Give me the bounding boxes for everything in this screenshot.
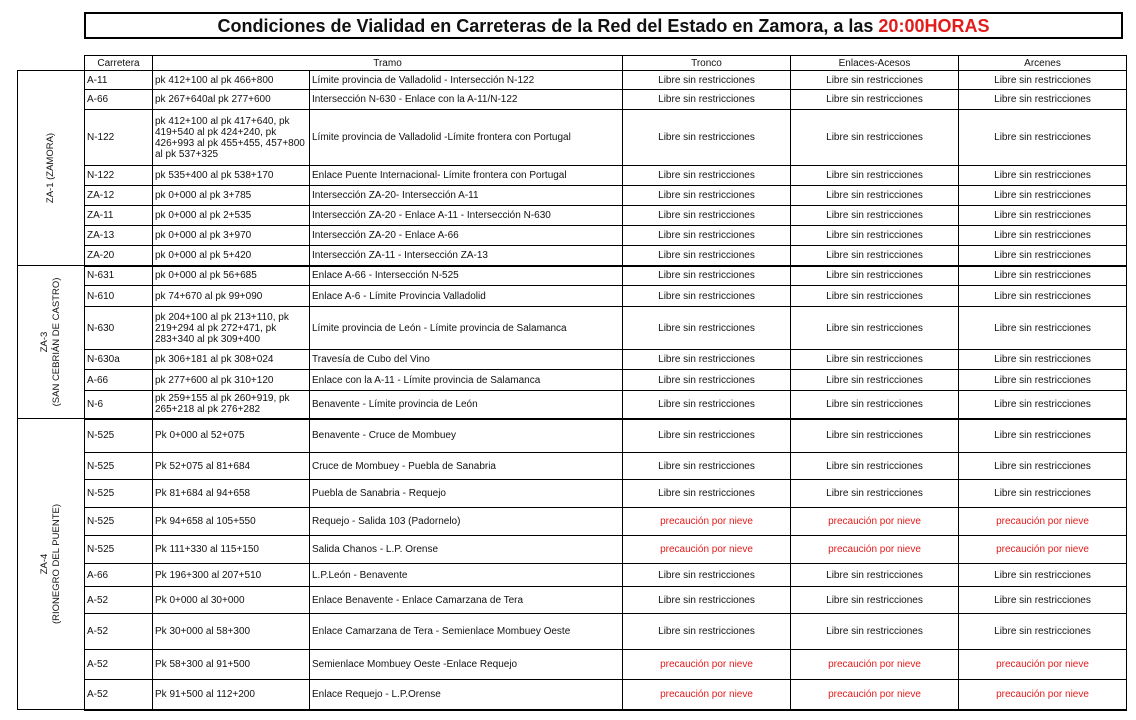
tramo-cell: Requejo - Salida 103 (Padornelo) [310, 508, 623, 536]
carretera-cell: N-630a [85, 350, 153, 370]
tronco-cell: Libre sin restricciones [623, 453, 791, 480]
arcenes-cell: Libre sin restricciones [959, 286, 1127, 307]
table-row [18, 90, 1127, 110]
pk-cell: Pk 81+684 al 94+658 [153, 480, 310, 508]
arcenes-cell: Libre sin restricciones [959, 226, 1127, 246]
tramo-cell: Enlace A-6 - Límite Provincia Valladolid [310, 286, 623, 307]
carretera-cell: A-52 [85, 650, 153, 680]
header-arcenes: Arcenes [959, 56, 1127, 71]
zone-code: ZA-1 (ZAMORA) [45, 132, 56, 204]
road-conditions-table [17, 55, 1127, 711]
table-row [18, 614, 1127, 650]
pk-cell: pk 306+181 al pk 308+024 [153, 350, 310, 370]
table-row [18, 206, 1127, 226]
arcenes-cell: Libre sin restricciones [959, 587, 1127, 614]
tramo-cell: Puebla de Sanabria - Requejo [310, 480, 623, 508]
arcenes-cell: Libre sin restricciones [959, 246, 1127, 266]
enlaces-cell: Libre sin restricciones [791, 307, 959, 350]
arcenes-cell: Libre sin restricciones [959, 453, 1127, 480]
pk-cell: Pk 30+000 al 58+300 [153, 614, 310, 650]
arcenes-cell: Libre sin restricciones [959, 391, 1127, 419]
tramo-cell: Enlace Benavente - Enlace Camarzana de Tera [310, 587, 623, 614]
enlaces-cell: Libre sin restricciones [791, 419, 959, 453]
tronco-cell: Libre sin restricciones [623, 480, 791, 508]
zone-code: ZA-4 [39, 553, 50, 575]
enlaces-cell: Libre sin restricciones [791, 453, 959, 480]
header-tramo: Tramo [153, 56, 623, 71]
tramo-cell: Intersección ZA-20- Intersección A-11 [310, 186, 623, 206]
tramo-cell: Enlace Camarzana de Tera - Semienlace Mombuey Oeste [310, 614, 623, 650]
zone-label-cell [18, 71, 85, 266]
arcenes-cell: precaución por nieve [959, 680, 1127, 710]
tramo-cell: Intersección ZA-20 - Enlace A-11 - Intersección N-630 [310, 206, 623, 226]
arcenes-cell: precaución por nieve [959, 536, 1127, 564]
enlaces-cell: Libre sin restricciones [791, 614, 959, 650]
header-carretera: Carretera [85, 56, 153, 71]
tramo-cell: Enlace Requejo - L.P.Orense [310, 680, 623, 710]
carretera-cell: N-610 [85, 286, 153, 307]
arcenes-cell: Libre sin restricciones [959, 564, 1127, 587]
tronco-cell: Libre sin restricciones [623, 564, 791, 587]
enlaces-cell: Libre sin restricciones [791, 71, 959, 90]
arcenes-cell: Libre sin restricciones [959, 307, 1127, 350]
header-enlaces: Enlaces-Acesos [791, 56, 959, 71]
carretera-cell: N-525 [85, 453, 153, 480]
arcenes-cell: Libre sin restricciones [959, 614, 1127, 650]
enlaces-cell: precaución por nieve [791, 536, 959, 564]
tronco-cell: Libre sin restricciones [623, 587, 791, 614]
pk-cell: Pk 196+300 al 207+510 [153, 564, 310, 587]
pk-cell: pk 412+100 al pk 417+640, pk 419+540 al pk 424+240, pk 426+993 al pk 455+455, 457+800 al pk 537+325 [153, 110, 310, 166]
arcenes-cell: Libre sin restricciones [959, 110, 1127, 166]
pk-cell: pk 74+670 al pk 99+090 [153, 286, 310, 307]
enlaces-cell: Libre sin restricciones [791, 350, 959, 370]
enlaces-cell: Libre sin restricciones [791, 110, 959, 166]
enlaces-cell: Libre sin restricciones [791, 166, 959, 186]
tronco-cell: Libre sin restricciones [623, 391, 791, 419]
carretera-cell: A-66 [85, 370, 153, 391]
enlaces-cell: Libre sin restricciones [791, 480, 959, 508]
arcenes-cell: Libre sin restricciones [959, 90, 1127, 110]
pk-cell: pk 535+400 al pk 538+170 [153, 166, 310, 186]
table-row [18, 391, 1127, 419]
enlaces-cell: precaución por nieve [791, 650, 959, 680]
tronco-cell: Libre sin restricciones [623, 186, 791, 206]
pk-cell: pk 204+100 al pk 213+110, pk 219+294 al pk 272+471, pk 283+340 al pk 309+400 [153, 307, 310, 350]
arcenes-cell: Libre sin restricciones [959, 370, 1127, 391]
tronco-cell: Libre sin restricciones [623, 206, 791, 226]
header-tronco: Tronco [623, 56, 791, 71]
carretera-cell: ZA-20 [85, 246, 153, 266]
tronco-cell: precaución por nieve [623, 650, 791, 680]
page-title [84, 12, 1123, 39]
table-row [18, 650, 1127, 680]
pk-cell: pk 0+000 al pk 2+535 [153, 206, 310, 226]
table-row [18, 350, 1127, 370]
carretera-cell: N-631 [85, 266, 153, 286]
pk-cell: pk 0+000 al pk 3+785 [153, 186, 310, 206]
table-row [18, 453, 1127, 480]
enlaces-cell: Libre sin restricciones [791, 186, 959, 206]
tronco-cell: Libre sin restricciones [623, 246, 791, 266]
table-row [18, 480, 1127, 508]
enlaces-cell: Libre sin restricciones [791, 391, 959, 419]
zone-code: ZA-3 [39, 331, 50, 353]
carretera-cell: N-122 [85, 110, 153, 166]
carretera-cell: N-630 [85, 307, 153, 350]
tramo-cell: Intersección N-630 - Enlace con la A-11/N-122 [310, 90, 623, 110]
table-row [18, 508, 1127, 536]
header-blank [18, 56, 85, 71]
carretera-cell: A-66 [85, 564, 153, 587]
pk-cell: pk 0+000 al pk 5+420 [153, 246, 310, 266]
zone-label [39, 504, 63, 624]
arcenes-cell: Libre sin restricciones [959, 266, 1127, 286]
carretera-cell: A-52 [85, 614, 153, 650]
carretera-cell: N-525 [85, 508, 153, 536]
table-row [18, 370, 1127, 391]
tramo-cell: Límite provincia de Valladolid - Intersección N-122 [310, 71, 623, 90]
tronco-cell: Libre sin restricciones [623, 166, 791, 186]
tramo-cell: Salida Chanos - L.P. Orense [310, 536, 623, 564]
enlaces-cell: precaución por nieve [791, 508, 959, 536]
tramo-cell: Enlace Puente Internacional- Límite frontera con Portugal [310, 166, 623, 186]
enlaces-cell: Libre sin restricciones [791, 226, 959, 246]
tramo-cell: Benavente - Cruce de Mombuey [310, 419, 623, 453]
zone-label [39, 278, 63, 407]
tronco-cell: Libre sin restricciones [623, 307, 791, 350]
enlaces-cell: Libre sin restricciones [791, 206, 959, 226]
zone-name: (SAN CEBRIÁN DE CASTRO) [51, 277, 62, 407]
pk-cell: pk 0+000 al pk 56+685 [153, 266, 310, 286]
arcenes-cell: Libre sin restricciones [959, 71, 1127, 90]
carretera-cell: N-525 [85, 480, 153, 508]
table-row [18, 166, 1127, 186]
carretera-cell: N-6 [85, 391, 153, 419]
arcenes-cell: Libre sin restricciones [959, 206, 1127, 226]
carretera-cell: A-11 [85, 71, 153, 90]
tronco-cell: Libre sin restricciones [623, 110, 791, 166]
arcenes-cell: Libre sin restricciones [959, 480, 1127, 508]
enlaces-cell: Libre sin restricciones [791, 587, 959, 614]
tramo-cell: Cruce de Mombuey - Puebla de Sanabria [310, 453, 623, 480]
carretera-cell: ZA-13 [85, 226, 153, 246]
pk-cell: pk 412+100 al pk 466+800 [153, 71, 310, 90]
pk-cell: Pk 52+075 al 81+684 [153, 453, 310, 480]
tramo-cell: Semienlace Mombuey Oeste -Enlace Requejo [310, 650, 623, 680]
table-row [18, 71, 1127, 90]
tronco-cell: Libre sin restricciones [623, 226, 791, 246]
tronco-cell: Libre sin restricciones [623, 419, 791, 453]
pk-cell: Pk 58+300 al 91+500 [153, 650, 310, 680]
title-hour: 20:00HORAS [878, 16, 990, 36]
pk-cell: pk 259+155 al pk 260+919, pk 265+218 al pk 276+282 [153, 391, 310, 419]
table-row [18, 680, 1127, 710]
carretera-cell: A-66 [85, 90, 153, 110]
tramo-cell: Intersección ZA-20 - Enlace A-66 [310, 226, 623, 246]
table-row [18, 186, 1127, 206]
tronco-cell: precaución por nieve [623, 536, 791, 564]
tramo-cell: Enlace A-66 - Intersección N-525 [310, 266, 623, 286]
enlaces-cell: Libre sin restricciones [791, 90, 959, 110]
tronco-cell: Libre sin restricciones [623, 370, 791, 391]
arcenes-cell: Libre sin restricciones [959, 350, 1127, 370]
tronco-cell: Libre sin restricciones [623, 614, 791, 650]
carretera-cell: N-525 [85, 419, 153, 453]
tramo-cell: Límite provincia de León - Límite provincia de Salamanca [310, 307, 623, 350]
tramo-cell: L.P.León - Benavente [310, 564, 623, 587]
tramo-cell: Intersección ZA-11 - Intersección ZA-13 [310, 246, 623, 266]
enlaces-cell: Libre sin restricciones [791, 266, 959, 286]
table-row [18, 226, 1127, 246]
arcenes-cell: Libre sin restricciones [959, 166, 1127, 186]
tramo-cell: Límite provincia de Valladolid -Límite frontera con Portugal [310, 110, 623, 166]
enlaces-cell: Libre sin restricciones [791, 246, 959, 266]
pk-cell: pk 0+000 al pk 3+970 [153, 226, 310, 246]
enlaces-cell: precaución por nieve [791, 680, 959, 710]
enlaces-cell: Libre sin restricciones [791, 286, 959, 307]
enlaces-cell: Libre sin restricciones [791, 564, 959, 587]
table-row [18, 307, 1127, 350]
arcenes-cell: precaución por nieve [959, 508, 1127, 536]
table-row [18, 110, 1127, 166]
arcenes-cell: precaución por nieve [959, 650, 1127, 680]
zone-label-cell [18, 419, 85, 710]
table-row [18, 286, 1127, 307]
carretera-cell: N-122 [85, 166, 153, 186]
carretera-cell: ZA-12 [85, 186, 153, 206]
tronco-cell: Libre sin restricciones [623, 266, 791, 286]
pk-cell: Pk 0+000 al 30+000 [153, 587, 310, 614]
tramo-cell: Enlace con la A-11 - Límite provincia de Salamanca [310, 370, 623, 391]
tramo-cell: Travesía de Cubo del Vino [310, 350, 623, 370]
pk-cell: Pk 0+000 al 52+075 [153, 419, 310, 453]
tronco-cell: Libre sin restricciones [623, 286, 791, 307]
carretera-cell: ZA-11 [85, 206, 153, 226]
enlaces-cell: Libre sin restricciones [791, 370, 959, 391]
tramo-cell: Benavente - Límite provincia de León [310, 391, 623, 419]
table-row [18, 419, 1127, 453]
table-row [18, 536, 1127, 564]
pk-cell: Pk 91+500 al 112+200 [153, 680, 310, 710]
zone-label [45, 133, 57, 203]
carretera-cell: A-52 [85, 587, 153, 614]
tronco-cell: precaución por nieve [623, 508, 791, 536]
pk-cell: pk 267+640al pk 277+600 [153, 90, 310, 110]
table-row [18, 246, 1127, 266]
zone-name: (RIONEGRO DEL PUENTE) [51, 504, 62, 624]
table-row [18, 266, 1127, 286]
tronco-cell: Libre sin restricciones [623, 71, 791, 90]
title-main: Condiciones de Vialidad en Carreteras de la Red del Estado en Zamora, a las [217, 16, 879, 36]
table-row [18, 564, 1127, 587]
arcenes-cell: Libre sin restricciones [959, 186, 1127, 206]
carretera-cell: A-52 [85, 680, 153, 710]
tronco-cell: Libre sin restricciones [623, 90, 791, 110]
header-row [18, 56, 1127, 71]
pk-cell: Pk 94+658 al 105+550 [153, 508, 310, 536]
zone-label-cell [18, 266, 85, 419]
table-row [18, 587, 1127, 614]
tronco-cell: Libre sin restricciones [623, 350, 791, 370]
pk-cell: Pk 111+330 al 115+150 [153, 536, 310, 564]
pk-cell: pk 277+600 al pk 310+120 [153, 370, 310, 391]
arcenes-cell: Libre sin restricciones [959, 419, 1127, 453]
tronco-cell: precaución por nieve [623, 680, 791, 710]
carretera-cell: N-525 [85, 536, 153, 564]
